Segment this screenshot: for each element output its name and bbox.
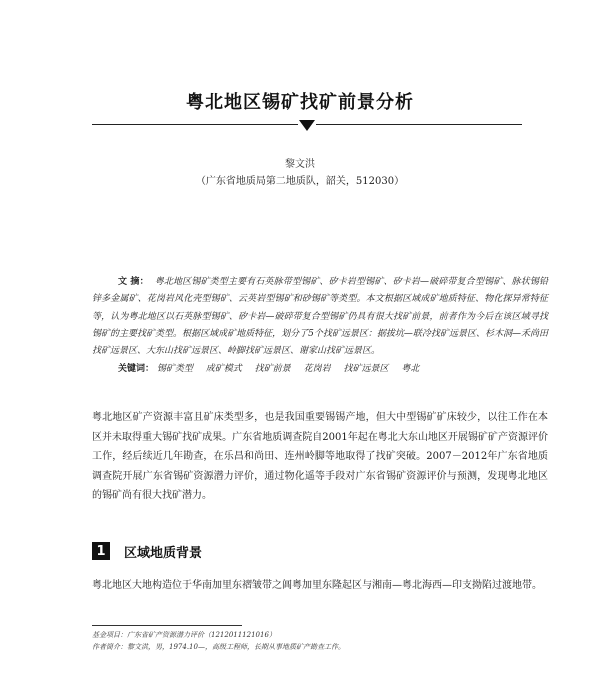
keyword: 找矿前景 [254, 364, 291, 374]
footnote-funding: 基金项目：广东省矿产资源潜力评价（1212011121016） [92, 631, 276, 639]
abstract-label: 文 摘： [118, 277, 149, 287]
keyword: 花岗岩 [303, 364, 331, 374]
intro-paragraph: 粤北地区矿产资源丰富且矿床类型多，也是我国重要锡锡产地，但大中型锡矿矿床较少，以往工作在本区并未取得重大锡矿找矿成果。广东省地质调查院自2001年起在粤北大东山地区开展锡矿矿产资源评价工作，经后续近几年勘查，在乐昌和尚田、连州岭脚等地取得了找矿突破。2007－2012年广东省地质调查院开展广东省锡矿资源潜力评价，通过物化遥等手段对广东省锡矿资源评价与预测，发现粤北地区的锡矿尚有很大找矿潜力。 [92, 412, 548, 501]
keywords-label: 关键词： [118, 364, 155, 374]
keywords [118, 362, 548, 376]
abstract-text: 粤北地区锡矿类型主要有石英脉带型锡矿、矽卡岩型锡矿、矽卡岩—破碎带复合型锡矿、脉状锡铅锌多金属矿、花岗岩风化壳型锡矿、云英岩型锡矿和砂锡矿等类型。本文根据区域成矿地质特征、物化探异常特征等，认为粤北地区以石英脉型锡矿、矽卡岩—破碎带复合型锡矿仍具有很大找矿前景，前者作为今后在该区域寻找锡矿的主要找矿类型。根据区域成矿地质特征，划分了5个找矿远景区：据拔坑—联冷找矿远景区、杉木洞—禾尚田找矿远景区、大东山找矿远景区、岭脚找矿远景区、谢家山找矿远景区。 [92, 277, 548, 357]
section-number: 1 [92, 542, 110, 560]
author-name: 黎文洪 [285, 159, 315, 170]
title-rule-left [92, 124, 298, 125]
keyword: 锡矿类型 [156, 364, 193, 374]
title-triangle-icon [299, 120, 315, 131]
keyword: 成矿模式 [205, 364, 242, 374]
section-heading [92, 542, 202, 560]
section-paragraph: 粤北地区大地构造位于华南加里东褶皱带之阊粤加里东隆起区与湘南—粤北海西—印支拗陷过渡地带。 [92, 580, 542, 591]
footnote-rule [92, 625, 242, 626]
footnote-author-bio: 作者简介：黎文洪，男，1974.10—，高级工程师，长期从事地质矿产勘查工作。 [92, 643, 345, 651]
title-rule-right [316, 124, 522, 125]
keyword: 找矿远景区 [343, 364, 389, 374]
section-title: 区域地质背景 [124, 545, 203, 561]
keyword: 粤北 [401, 364, 420, 374]
author-affiliation: （广东省地质局第二地质队，韶关，512030） [195, 176, 405, 187]
paper-title: 粤北地区锡矿找矿前景分析 [186, 92, 414, 113]
abstract [92, 274, 548, 360]
